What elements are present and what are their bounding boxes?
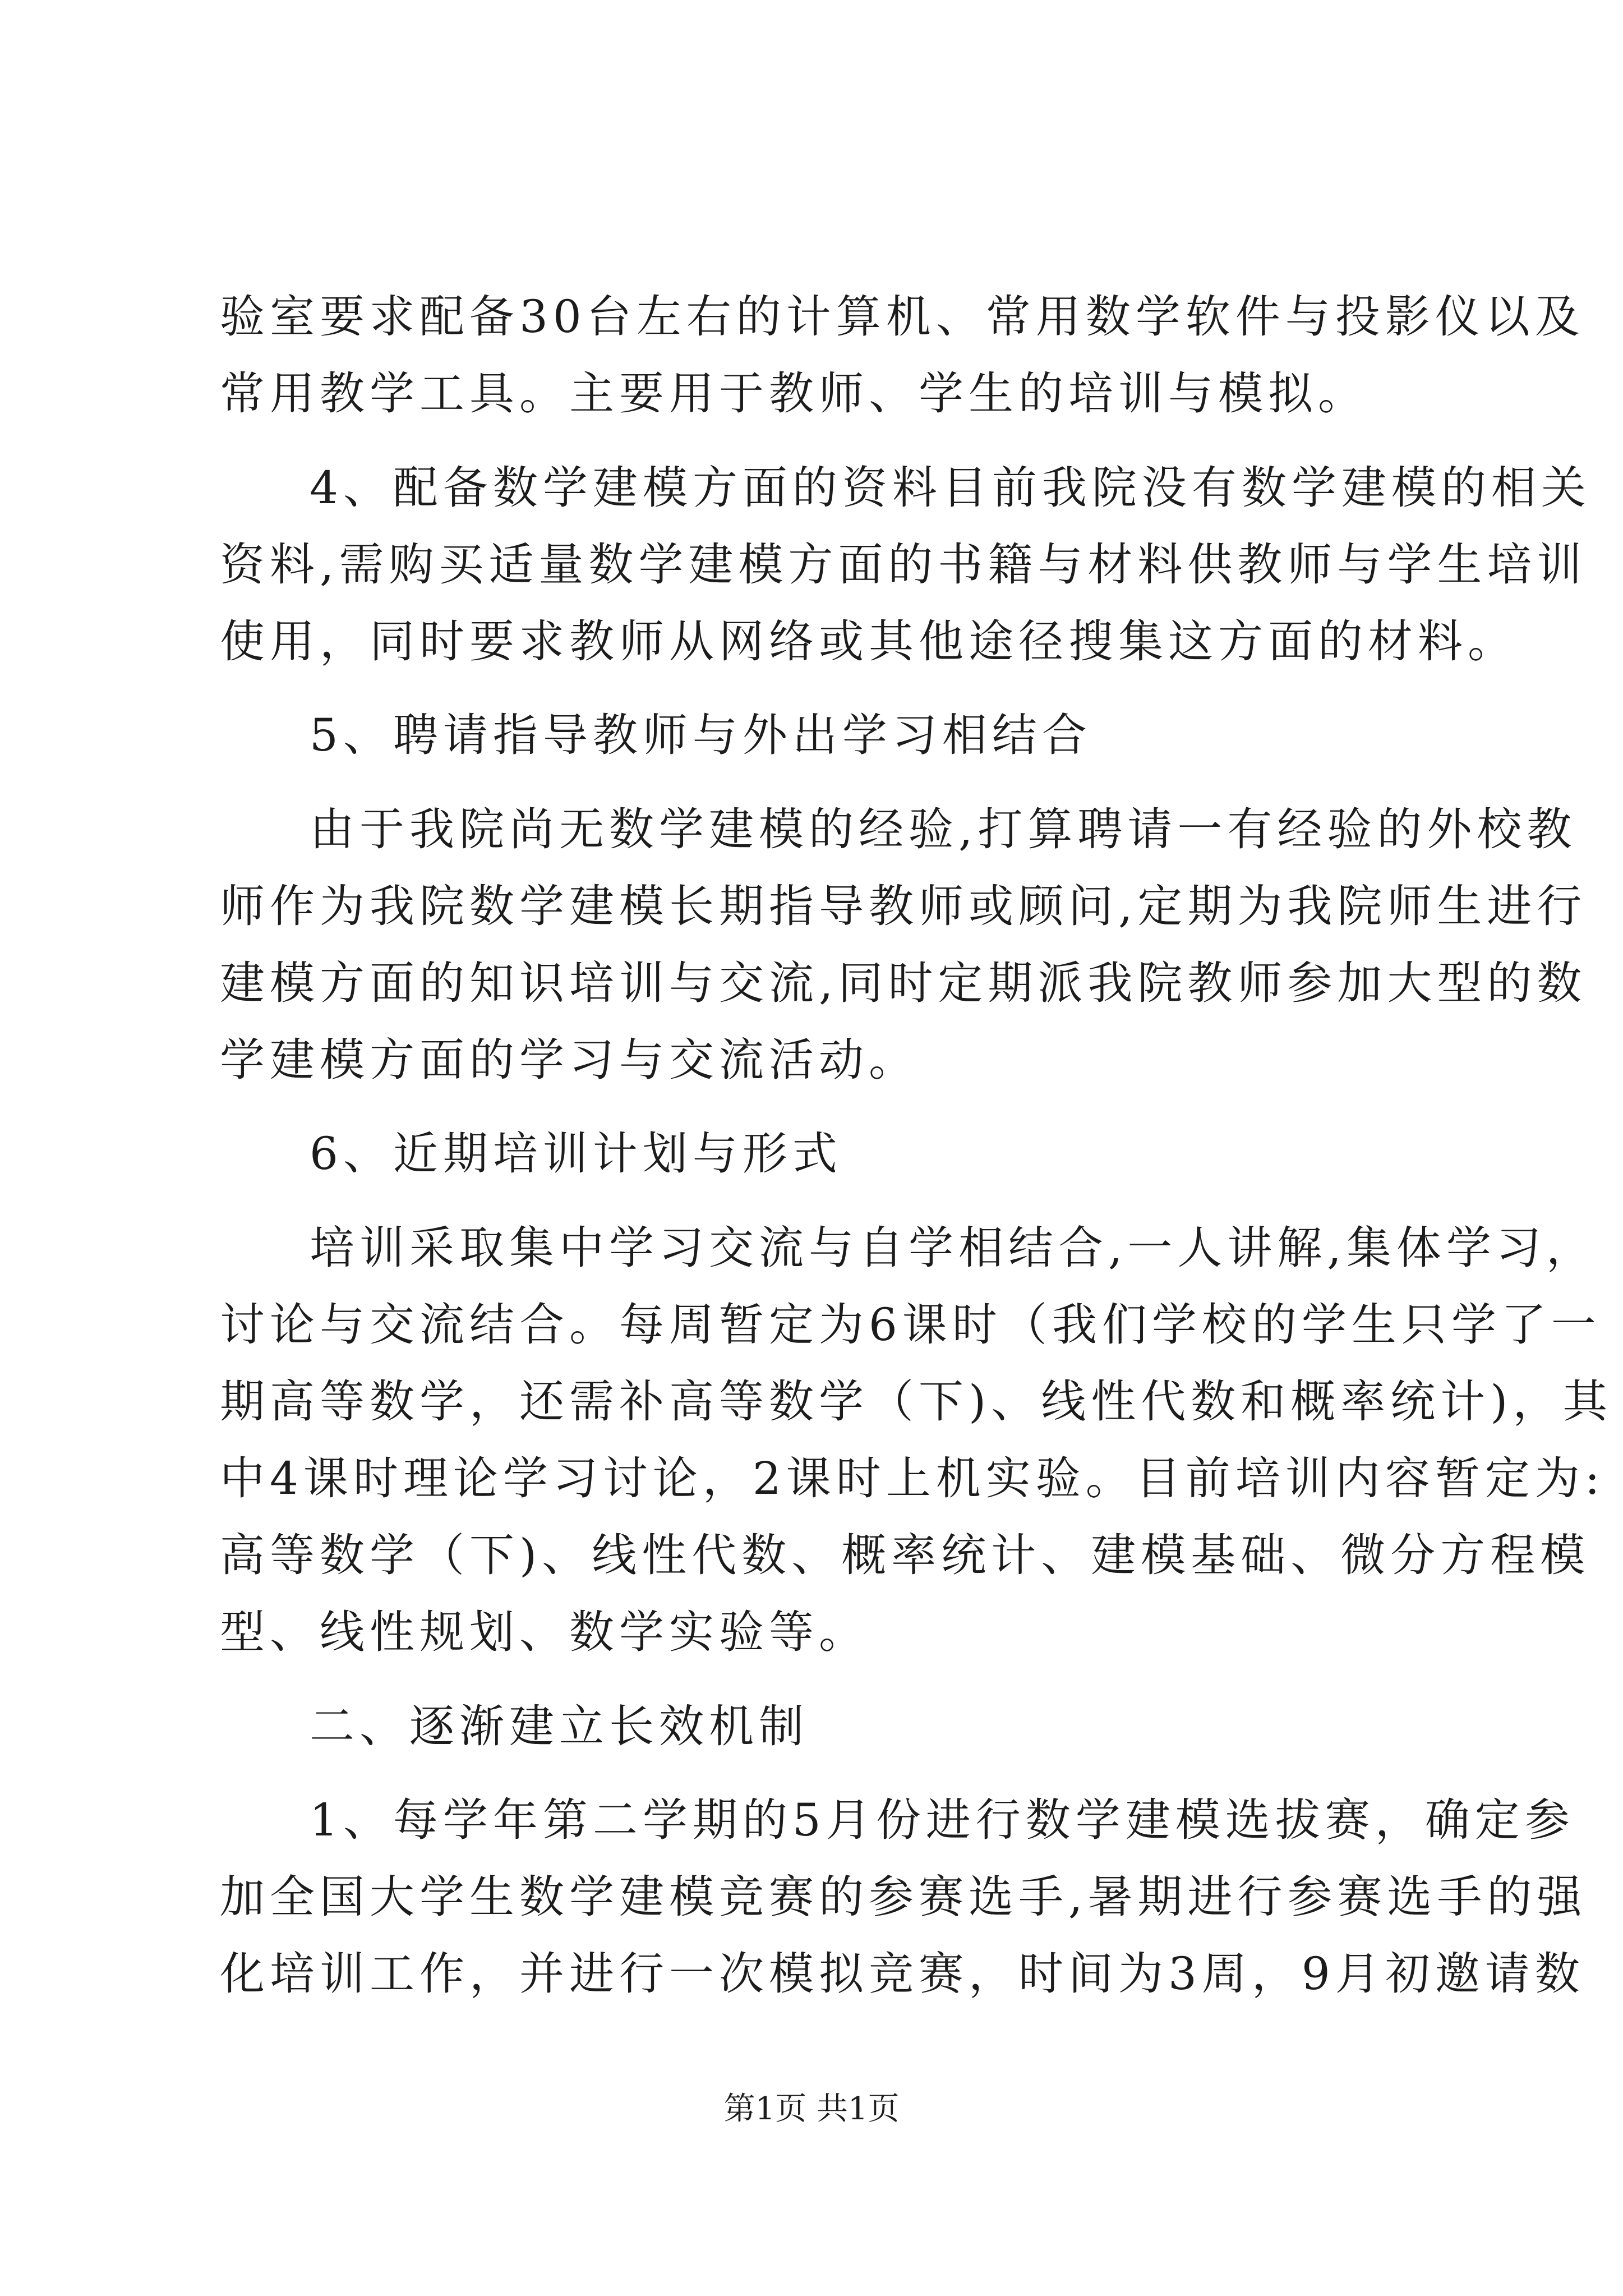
text-line: 加全国大学生数学建模竞赛的参赛选手,暑期进行参赛选手的强 (220, 1871, 1587, 1923)
text-line: 期高等数学，还需补高等数学（下)、线性代数和概率统计)，其 (220, 1375, 1613, 1428)
text-line: 培训采取集中学习交流与自学相结合,一人讲解,集体学习， (310, 1222, 1596, 1274)
text-line: 二、逐渐建立长效机制 (310, 1700, 809, 1752)
text-line: 型、线性规划、数学实验等。 (220, 1606, 869, 1658)
text-line: 建模方面的知识培训与交流,同时定期派我院教师参加大型的数 (220, 957, 1587, 1009)
text-line: 由于我院尚无数学建模的经验,打算聘请一有经验的外校教 (310, 803, 1577, 855)
text-line: 学建模方面的学习与交流活动。 (220, 1034, 919, 1086)
page-number-label: 第1页 共1页 (723, 2091, 900, 2127)
text-line: 常用教学工具。主要用于教师、学生的培训与模拟。 (220, 367, 1368, 420)
text-line: 验室要求配备30台左右的计算机、常用数学软件与投影仪以及 (220, 291, 1585, 343)
text-line: 6、近期培训计划与形式 (310, 1128, 842, 1180)
text-line: 4、配备数学建模方面的资料目前我院没有数学建模的相关 (310, 462, 1591, 514)
text-line: 资料,需购买适量数学建模方面的书籍与材料供教师与学生培训 (220, 539, 1587, 591)
text-line: 高等数学（下)、线性代数、概率统计、建模基础、微分方程模 (220, 1529, 1590, 1581)
text-line: 1、每学年第二学期的5月份进行数学建模选拔赛，确定参 (310, 1794, 1575, 1846)
text-line: 5、聘请指导教师与外出学习相结合 (310, 709, 1092, 761)
text-line: 讨论与交流结合。每周暂定为6课时（我们学校的学生只学了一 (220, 1299, 1601, 1351)
text-line: 使用，同时要求教师从网络或其他途径搜集这方面的材料。 (220, 615, 1518, 668)
page-footer (0, 2087, 1623, 2132)
text-line: 化培训工作，并进行一次模拟竞赛，时间为3周，9月初邀请数 (220, 1948, 1585, 2000)
text-line: 中4课时理论学习讨论，2课时上机实验。目前培训内容暂定为: (220, 1452, 1605, 1504)
text-line: 师作为我院数学建模长期指导教师或顾问,定期为我院师生进行 (220, 880, 1587, 932)
